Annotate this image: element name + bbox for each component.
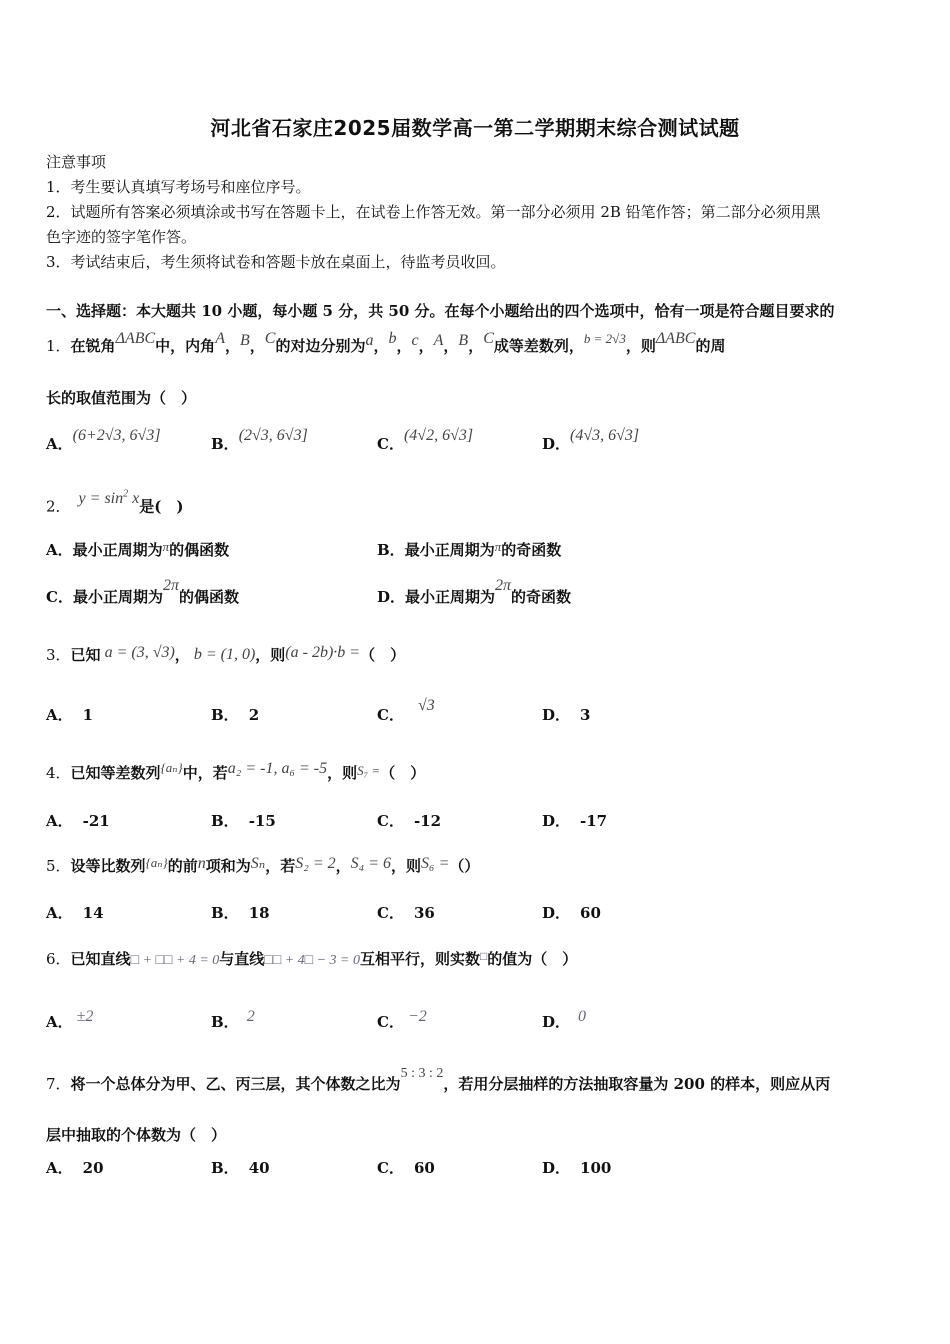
q1-option-c[interactable] [377,427,474,455]
q5-tail: （） [449,857,480,875]
option-text: 的奇函数 [511,588,572,606]
q3-option-d[interactable] [542,705,590,725]
q5-cond-1: S₂ = 2 [295,855,336,872]
q5-option-c[interactable] [377,903,435,923]
q5-text-3: 项和为 [205,857,251,875]
q6-option-a[interactable] [46,1008,94,1033]
q4-text-1: 已知等差数列 [70,764,161,782]
q3-option-a[interactable] [46,705,93,725]
q3-vector-a: a = (3, √3) [104,644,175,661]
option-value: 3 [580,706,591,724]
option-label: B． [211,812,239,830]
question-5 [46,856,479,877]
option-value: ±2 [76,1008,94,1025]
q7-option-a[interactable] [46,1158,104,1178]
q7-option-d[interactable] [542,1158,611,1178]
option-label: B． [211,1013,239,1031]
q5-option-b[interactable] [211,903,270,923]
q2-expr: y = sin [78,490,124,508]
q1-triangle: ΔABC [115,330,156,347]
q2-exponent: 2 [123,489,129,500]
option-value: 1 [82,706,94,724]
q1-angle-a: A [215,330,225,347]
q5-n: n [197,855,206,872]
q5-number: 5． [46,857,71,875]
q1-angle-b-2: B [458,332,469,349]
notice-item-2-cont: 色字迹的签字笔作答。 [46,228,197,246]
option-label: A． [46,904,73,922]
q4-text-3: ，则 [327,764,358,782]
option-label: C． [377,812,404,830]
q1-text-4: 成等差数列， [493,337,584,355]
option-label: C． [377,435,404,453]
option-label: B． [377,541,405,559]
option-value: 36 [413,904,435,922]
option-value: 2 [246,1008,255,1025]
option-value: 100 [580,1159,612,1177]
option-label: B． [211,1159,239,1177]
option-label: A． [46,1013,73,1031]
q6-option-b[interactable] [211,1008,255,1033]
q6-text-3: 互相平行，则实数 [360,950,481,968]
q5-option-a[interactable] [46,903,104,923]
q1-side-c: c [411,332,419,349]
q3-text-1: 已知 [70,646,101,664]
option-value: 14 [82,904,104,922]
option-label: D． [542,1159,571,1177]
q1-sep: ， [443,337,459,355]
q6-option-d[interactable] [542,1008,587,1033]
q3-number: 3． [46,646,71,664]
option-label: C． [377,1159,404,1177]
q4-text-2: 中，若 [182,764,228,782]
option-value: -12 [413,812,442,830]
q7-ratio: 5 : 3 : 2 [400,1066,444,1081]
option-text: 的奇函数 [501,541,562,559]
q1-number: 1． [46,337,71,355]
q1-text-5: ，则 [625,337,656,355]
q1-angle-c: C [264,330,276,347]
option-label: B． [211,904,239,922]
q4-number: 4． [46,764,71,782]
option-value: 60 [580,904,601,922]
option-label: D． [542,1013,571,1031]
q7-option-c[interactable] [377,1158,435,1178]
option-label: D． [377,588,406,606]
q1-sep: ， [249,337,265,355]
q1-triangle-2: ΔABC [655,330,696,347]
q5-text-1: 设等比数列 [70,857,146,875]
option-label: A． [46,1159,73,1177]
q2-number: 2． [46,497,71,516]
q3-sep: ， [174,646,190,664]
q1-option-a[interactable] [46,427,161,455]
q7-option-b[interactable] [211,1158,270,1178]
option-label: A． [46,812,73,830]
q5-text-4: ，若 [265,857,296,875]
q4-condition: a₂ = -1, a₆ = -5 [227,760,328,777]
notice-item-1: 1．考生要认真填写考场号和座位序号。 [46,178,311,196]
notice-heading: 注意事项 [46,153,107,171]
q3-expression: (a - 2b)·b = [285,644,361,661]
q1-text-2: 中，内角 [155,337,216,355]
option-value: -21 [82,812,110,830]
q6-variable: □ [480,949,488,963]
q4-sequence: {aₙ} [160,760,183,775]
q3-tail: （ ） [360,646,406,664]
q5-option-d[interactable] [542,903,601,923]
option-label: D． [542,435,571,453]
option-value: 60 [413,1159,435,1177]
question-3 [46,645,405,666]
option-label: B． [211,435,239,453]
q1-angle-b: B [239,332,250,349]
q7-text-2: ，若用分层抽样的方法抽取容量为 200 的样本，则应从丙 [443,1075,831,1093]
q4-tail: （ ） [380,764,426,782]
notice-item-3: 3．考试结束后，考生须将试卷和答题卡放在桌面上，待监考员收回。 [46,253,506,271]
q1-condition: b = 2√3 [583,331,626,346]
q6-text-2: 与直线 [219,950,265,968]
q3-vector-b: b = (1, 0) [193,646,256,663]
option-value: (4√2, 6√3] [403,427,474,444]
option-text: 最小正周期为 [72,541,163,559]
option-label: C． [377,706,404,724]
option-value: 2 [248,706,260,724]
option-label: C． [377,1013,404,1031]
q1-angle-c-2: C [483,330,494,347]
q5-sequence: {aₙ} [145,855,168,870]
option-label: C． [377,904,404,922]
option-label: B． [211,706,239,724]
section-heading: 一、选择题：本大题共 10 小题，每小题 5 分，共 50 分。在每个小题给出的四个选项中，恰有一项是符合题目要求的 [46,302,835,320]
q2-option-c[interactable] [46,577,239,608]
q6-option-c[interactable] [377,1008,427,1033]
q2-expression [79,490,140,507]
q2-option-a[interactable] [46,540,229,561]
option-text: 的偶函数 [178,588,239,606]
q7-line-2: 层中抽取的个体数为（ ） [46,1126,227,1144]
option-value: -15 [248,812,276,830]
q1-angle-a-2: A [433,332,444,349]
q5-sn: Sₙ [250,855,266,872]
option-text: 最小正周期为 [404,541,495,559]
option-value: −2 [407,1008,427,1025]
option-label: D． [542,706,571,724]
q1-text-3: 的对边分别为 [275,337,366,355]
q6-text-1: 已知直线 [70,950,131,968]
notice-item-2: 2．试题所有答案必须填涂或书写在答题卡上，在试卷上作答无效。第一部分必须用 2B 铅笔作答；第二部分必须用黑 [46,203,821,221]
q1-sep: ， [224,337,240,355]
q4-option-a[interactable] [46,811,110,831]
option-text: 最小正周期为 [405,588,496,606]
option-value: (4√3, 6√3] [570,427,640,444]
q5-text-2: 的前 [167,857,198,875]
option-value: 18 [248,904,270,922]
q1-line-2: 长的取值范围为（ ） [46,389,197,407]
question-7 [46,1066,831,1096]
q6-number: 6． [46,950,71,968]
option-value: 0 [578,1008,587,1025]
q2-option-b[interactable] [377,540,561,561]
option-value: (2√3, 6√3] [238,427,308,444]
option-value: 40 [248,1159,270,1177]
q1-side-a: a [365,332,374,349]
q1-sep: ， [373,337,389,355]
option-value: (6+2√3, 6√3] [72,427,161,444]
option-math: π [494,539,502,554]
q1-sep: ， [396,337,412,355]
q7-text-1: 将一个总体分为甲、乙、丙三层，其个体数之比为 [70,1075,401,1093]
q5-ask: S₆ = [421,855,450,872]
q3-option-b[interactable] [211,705,259,725]
q1-sep: ， [418,337,434,355]
q5-cond-2: S₄ = 6 [350,855,391,872]
question-4 [46,760,426,784]
option-label: D． [542,904,571,922]
q2-option-d[interactable] [377,577,572,608]
q1-text-1: 在锐角 [70,337,116,355]
option-label: A． [46,706,73,724]
q4-option-d[interactable] [542,811,607,831]
q1-option-d[interactable] [542,427,640,455]
q1-option-b[interactable] [211,427,308,455]
q3-option-c[interactable] [377,697,435,726]
question-2 [46,489,184,517]
q4-option-c[interactable] [377,811,441,831]
option-text: 最小正周期为 [72,588,163,606]
option-label: C． [46,588,73,606]
q6-line-2: □□ + 4□ − 3 = 0 [264,953,361,968]
q4-ask: S₇ = [357,763,381,778]
option-math: π [162,539,170,554]
q1-side-b: b [388,330,397,347]
q5-sep: ， [335,857,351,875]
q1-sep: ， [468,337,484,355]
option-math: 2π [495,577,512,594]
option-text: 的偶函数 [169,541,230,559]
q2-var: x [132,490,140,508]
q2-tail: 是( ) [139,497,184,516]
option-label: A． [46,435,73,453]
option-label: A． [46,541,73,559]
q3-text-2: ，则 [255,646,286,664]
q4-option-b[interactable] [211,811,276,831]
option-value: -17 [580,812,608,830]
q6-line-1: □ + □□ + 4 = 0 [130,953,220,968]
question-6 [46,949,577,971]
q6-text-4: 的值为（ ） [487,950,578,968]
q1-text-6: 的周 [695,337,726,355]
option-value: √3 [417,697,435,714]
question-1 [46,330,726,357]
option-math: 2π [162,577,179,594]
q5-text-5: ，则 [391,857,422,875]
option-label: D． [542,812,571,830]
option-value: 20 [82,1159,104,1177]
q7-number: 7． [46,1075,71,1093]
page-title: 河北省石家庄2025届数学高一第二学期期末综合测试试题 [210,116,740,140]
